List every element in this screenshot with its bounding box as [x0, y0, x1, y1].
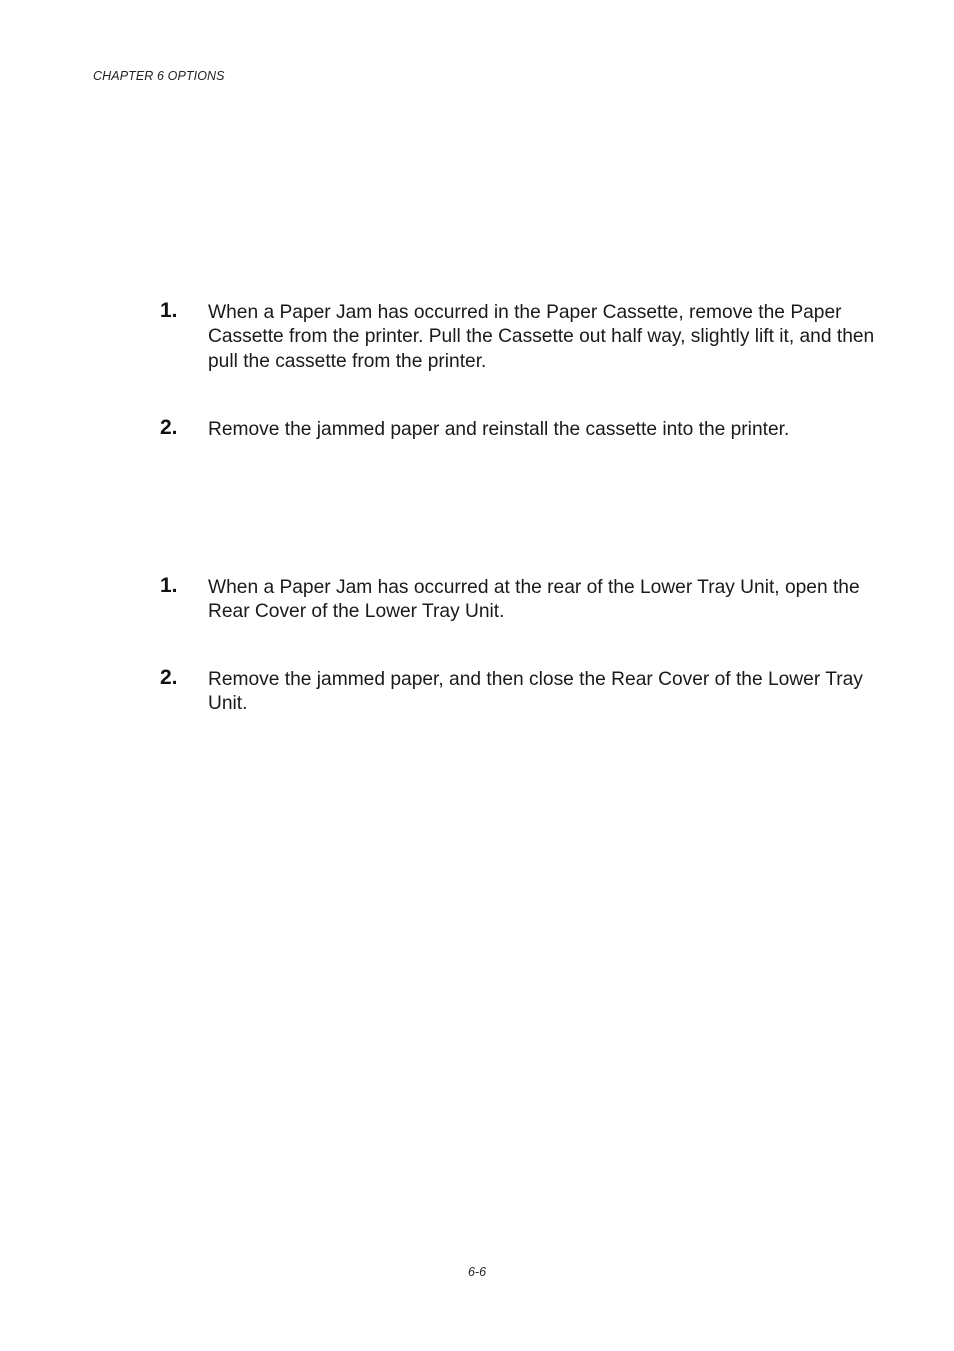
- step-number: 2.: [160, 416, 178, 439]
- step-number: 1.: [160, 574, 178, 597]
- running-header: CHAPTER 6 OPTIONS: [93, 69, 225, 83]
- step-number: 2.: [160, 666, 178, 689]
- step-text: When a Paper Jam has occurred at the rear of the Lower Tray Unit, open the Rear Cover of the Lower Tray Unit.: [208, 577, 860, 623]
- step-text: Remove the jammed paper, and then close the Rear Cover of the Lower Tray Unit.: [208, 669, 863, 715]
- page-number: 6-6: [467, 1265, 487, 1279]
- step-text: Remove the jammed paper and reinstall the cassette into the printer.: [208, 419, 790, 440]
- step-number: 1.: [160, 299, 178, 322]
- step-text: When a Paper Jam has occurred in the Paper Cassette, remove the Paper Cassette from the printer. Pull the Cassette out half way, slightly lift it, and then pull the cassette from the printer.: [208, 302, 875, 372]
